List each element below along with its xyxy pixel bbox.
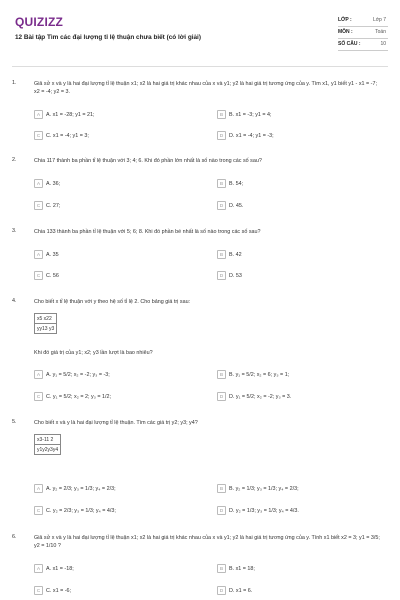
option-letter-box: C <box>34 271 43 280</box>
option-c[interactable] <box>34 392 204 402</box>
meta-grade <box>338 15 388 27</box>
option-letter-box: A <box>34 564 43 573</box>
option-b[interactable] <box>217 250 387 260</box>
meta-key: LỚP : <box>338 17 352 23</box>
meta-divider <box>338 50 388 51</box>
option-letter-box: C <box>34 201 43 210</box>
question-number: 4. <box>12 298 17 304</box>
option-c[interactable] <box>34 131 204 141</box>
option-text: D. x1 = -4; y1 = -3; <box>229 132 274 139</box>
meta-panel <box>338 15 388 51</box>
page-title: 12 Bài tập Tìm các đại lượng tỉ lệ thuận chưa biết (có lời giải) <box>15 34 201 41</box>
option-text: C. 27; <box>46 202 61 209</box>
option-text: B. y₂ = 1/3; y₃ = 1/3; y₄ = 2/3; <box>229 485 299 492</box>
option-letter-box: B <box>217 564 226 573</box>
option-letter-box: D <box>217 271 226 280</box>
option-letter-box: D <box>217 586 226 595</box>
option-letter-box: D <box>217 131 226 140</box>
table-row: yy13 y3 <box>37 325 55 332</box>
option-letter-box: B <box>217 370 226 379</box>
option-b[interactable] <box>217 110 387 120</box>
value-table <box>34 434 61 455</box>
option-a[interactable] <box>34 484 204 494</box>
question-text: Chia 133 thành ba phần tỉ lệ thuận với 5; 6; 8. Khi đó phần bé nhất là số nào trong các số sau? <box>34 229 261 235</box>
option-d[interactable] <box>217 506 387 516</box>
option-c[interactable] <box>34 586 204 596</box>
question-text: Cho biết x tỉ lệ thuận với y theo hệ số tỉ lệ 2. Cho bảng giá trị sau: <box>34 299 191 305</box>
option-letter-box: A <box>34 250 43 259</box>
question-number: 5. <box>12 419 17 425</box>
option-text: B. 54; <box>229 180 244 187</box>
option-text: A. 36; <box>46 180 61 187</box>
question-text: Giả sử x và y là hai đại lượng tỉ lệ thuận x1; x2 là hai giá trị khác nhau của x và y1; y2 là hai giá trị tương ứng của y. Tính x1 biết x2 = 3; y1 = 3/5; y2 = 1/10 ? <box>34 535 380 549</box>
option-text: C. 56 <box>46 272 59 279</box>
question-subtext: Khi đó giá trị của y1; x2; y3 lần lượt là bao nhiêu? <box>34 350 153 356</box>
option-c[interactable] <box>34 271 204 281</box>
option-letter-box: C <box>34 392 43 401</box>
option-b[interactable] <box>217 564 387 574</box>
option-text: C. y₂ = 2/3; y₃ = 1/3; y₄ = 4/3; <box>46 507 116 514</box>
table-row: x3-11 2 <box>35 435 60 445</box>
option-letter-box: C <box>34 506 43 515</box>
option-letter-box: C <box>34 586 43 595</box>
option-a[interactable] <box>34 179 204 189</box>
option-c[interactable] <box>34 201 204 211</box>
option-letter-box: D <box>217 201 226 210</box>
option-letter-box: D <box>217 392 226 401</box>
option-text: C. x1 = -6; <box>46 587 72 594</box>
option-letter-box: A <box>34 484 43 493</box>
option-d[interactable] <box>217 271 387 281</box>
question-number: 6. <box>12 534 17 540</box>
worksheet-header <box>12 12 388 60</box>
table-row: x5 x22 <box>35 314 56 324</box>
question-text: Cho biết x và y là hai đại lượng tỉ lệ thuận. Tìm các giá trị y2; y3; y4? <box>34 420 198 426</box>
option-text: B. 42 <box>229 251 242 258</box>
option-b[interactable] <box>217 484 387 494</box>
option-text: D. x1 = 6. <box>229 587 253 594</box>
option-text: A. y₂ = 2/3; y₃ = 1/3; y₄ = 2/3; <box>46 485 116 492</box>
option-b[interactable] <box>217 179 387 189</box>
option-letter-box: A <box>34 370 43 379</box>
option-text: A. 35 <box>46 251 59 258</box>
option-letter-box: B <box>217 110 226 119</box>
option-letter-box: B <box>217 484 226 493</box>
option-text: D. 45. <box>229 202 244 209</box>
option-a[interactable] <box>34 110 204 120</box>
option-letter-box: D <box>217 506 226 515</box>
option-letter-box: A <box>34 179 43 188</box>
option-letter-box: A <box>34 110 43 119</box>
option-text: A. x1 = -28; y1 = 21; <box>46 111 95 118</box>
meta-key: SỐ CÂU : <box>338 41 361 47</box>
option-b[interactable] <box>217 370 387 380</box>
option-text: C. y₁ = 5/2; x₂ = 2; y₃ = 1/2; <box>46 393 111 400</box>
meta-value: Toán <box>375 29 386 35</box>
option-text: A. y₁ = 5/2; x₂ = -2; y₃ = -3; <box>46 371 110 378</box>
option-d[interactable] <box>217 201 387 211</box>
option-d[interactable] <box>217 392 387 402</box>
option-letter-box: B <box>217 250 226 259</box>
table-row: y1y2y3y4 <box>37 446 59 453</box>
meta-value: 10 <box>380 41 386 47</box>
option-c[interactable] <box>34 506 204 516</box>
option-text: B. y₁ = 5/2; x₂ = 6; y₃ = 1; <box>229 371 290 378</box>
option-d[interactable] <box>217 131 387 141</box>
question-number: 3. <box>12 228 17 234</box>
option-text: D. y₁ = 5/2; x₂ = -2; y₃ = 3. <box>229 393 292 400</box>
value-table <box>34 313 57 334</box>
meta-count <box>338 39 388 51</box>
question-text: Chia 117 thành ba phần tỉ lệ thuận với 3; 4; 6. Khi đó phần lớn nhất là số nào trong các số sau? <box>34 158 262 164</box>
meta-key: MÔN : <box>338 29 353 35</box>
option-text: B. x1 = 18; <box>229 565 255 572</box>
quizizz-logo: QUIZIZZ <box>15 15 64 29</box>
option-text: A. x1 = -18; <box>46 565 74 572</box>
question-number: 1. <box>12 80 17 86</box>
option-a[interactable] <box>34 370 204 380</box>
option-letter-box: C <box>34 131 43 140</box>
option-text: D. y₂ = 1/3; y₃ = 1/3; y₄ = 4/3. <box>229 507 299 514</box>
header-divider <box>12 66 388 67</box>
option-text: B. x1 = -3; y1 = 4; <box>229 111 272 118</box>
option-text: D. 53 <box>229 272 242 279</box>
meta-value: Lớp 7 <box>372 17 386 23</box>
option-letter-box: B <box>217 179 226 188</box>
question-text: Giả sử x và y là hai đại lượng tỉ lệ thuận x1; x2 là hai giá trị khác nhau của x và y1; y2 là hai giá trị tương ứng của y. Tìm x1, y1 biết y1 - x1 = -7; x2 = -4; y2 = 3. <box>34 81 377 95</box>
option-a[interactable] <box>34 250 204 260</box>
option-text: C. x1 = -4; y1 = 3; <box>46 132 89 139</box>
question-number: 2. <box>12 157 17 163</box>
option-d[interactable] <box>217 586 387 596</box>
meta-subject <box>338 27 388 39</box>
option-a[interactable] <box>34 564 204 574</box>
